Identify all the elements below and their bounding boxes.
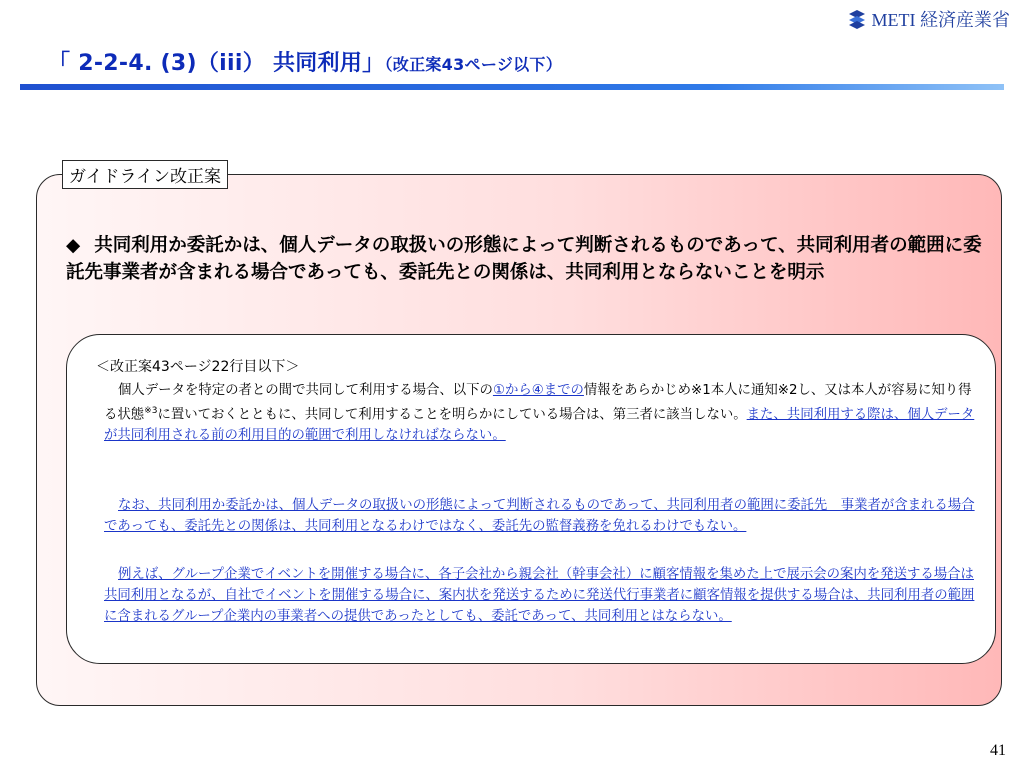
meti-logo (846, 6, 1011, 32)
title-main: 「 2-2-4. (3)（iii） 共同利用」 (48, 51, 385, 76)
logo-text: METI 経済産業省 (871, 10, 1010, 30)
title-underline (20, 84, 1004, 90)
p1-text-a: 個人データを特定の者との間で共同して利用する場合、以下の (118, 383, 493, 398)
excerpt-paragraph-2[interactable]: なお、共同利用か委託かは、個人データの取扱いの形態によって判断されるものであって、共同利用者の範囲に委託先 事業者が含まれる場合であっても、委託先との関係は、共同利用となるわけではなく、委託先の監督義務を免れるわけでもない。 (104, 498, 975, 534)
p1-text-c: に置いておくとともに、共同して利用することを明らかにしている場合は、第三者に該当しない。 (157, 407, 747, 423)
title-sub: （改正案43ページ以下） (384, 55, 563, 74)
bullet-text: 共同利用か委託かは、個人データの取扱いの形態によって判断されるものであって、共同利用者の範囲に委託先事業者が含まれる場合であっても、委託先との関係は、共同利用とならないことを明示 (66, 235, 982, 283)
guideline-bullet (66, 232, 986, 286)
page-number: 41 (990, 742, 1006, 759)
p1-link-purpose[interactable]: また、共同利用する際は、個人データが共同利用される前の利用目的の範囲で利用しなければならない。 (104, 407, 975, 444)
p1-link-items[interactable]: ①から④までの (492, 383, 584, 398)
excerpt-paragraph-1 (104, 380, 976, 446)
p1-text-b: 情報をあらかじめ※1本人に通知※2し、又は本人が容易に知り得る状態 (104, 383, 972, 423)
meti-logo-icon (846, 8, 868, 30)
excerpt-paragraph-3[interactable]: 例えば、グループ企業でイベントを開催する場合に、各子会社から親会社（幹事会社）に顧客情報を集めた上で展示会の案内を発送する場合は共同利用となるが、自社でイベントを開催する場合に、案内状を発送するために発送代行事業者に顧客情報を提供する場合は、共同利用者の範囲に含まれるグループ企業内の事業者への提供であったとしても、委託であって、共同利用とはならない。 (104, 567, 975, 624)
page-title (48, 46, 562, 77)
excerpt-heading: ＜改正案43ページ22行目以下＞ (96, 359, 300, 375)
p1-footnote-mark: ※3 (144, 406, 158, 416)
guideline-box-label: ガイドライン改正案 (62, 160, 228, 189)
diamond-bullet-icon: ◆ (66, 235, 81, 256)
